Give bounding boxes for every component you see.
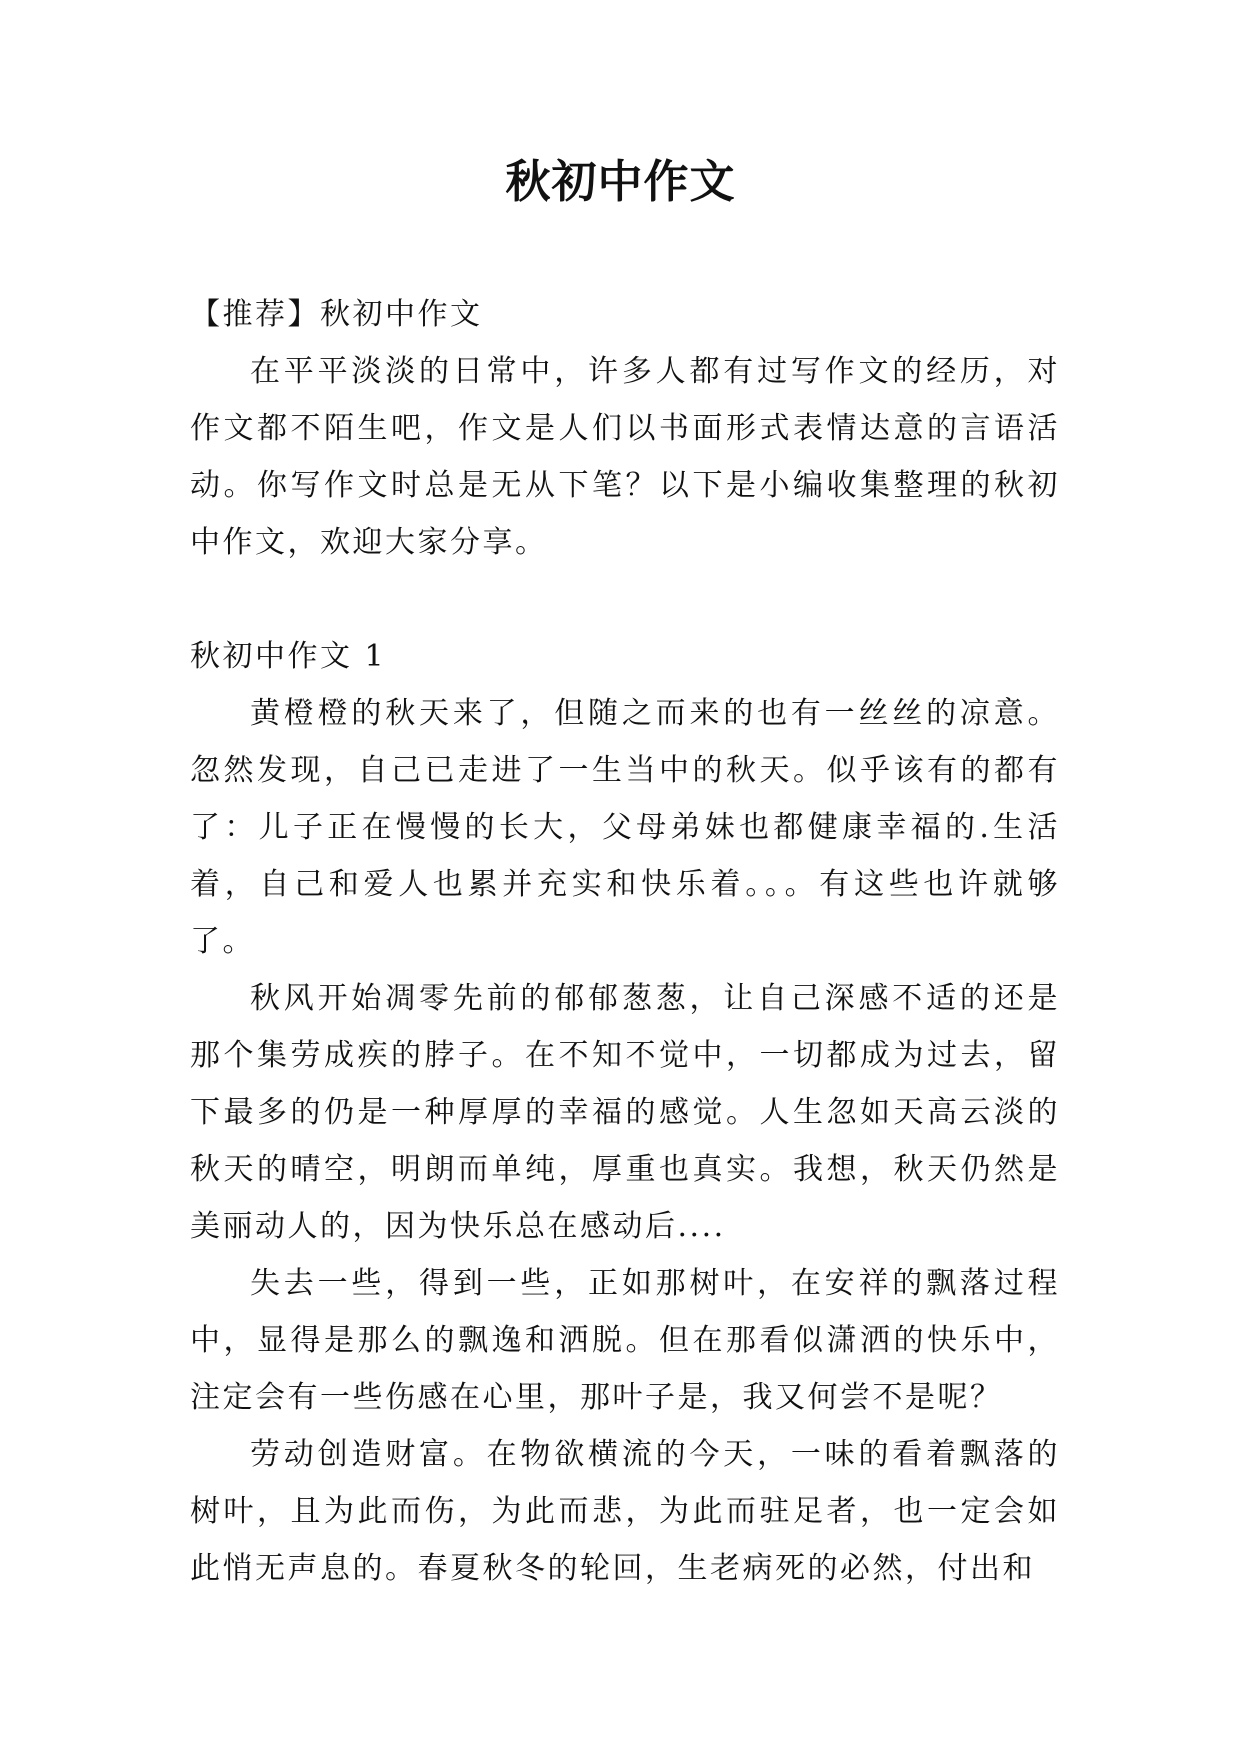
intro-paragraph: 在平平淡淡的日常中，许多人都有过写作文的经历，对作文都不陌生吧，作文是人们以书面形式表情达意的言语活动。你写作文时总是无从下笔？以下是小编收集整理的秋初中作文，欢迎大家分享。 <box>190 354 1060 560</box>
intro-heading: 【推荐】秋初中作文 <box>190 297 483 332</box>
essay-heading: 秋初中作文 1 <box>190 639 387 674</box>
essay-paragraph-1: 黄橙橙的秋天来了，但随之而来的也有一丝丝的凉意。忽然发现，自己已走进了一生当中的秋天。似乎该有的都有了：儿子正在慢慢的长大，父母弟妹也都健康幸福的.生活着，自己和爱人也累并充实和快乐着。。。有这些也许就够了。 <box>190 696 1060 959</box>
document-body <box>190 286 1060 1597</box>
essay-paragraph-3: 失去一些，得到一些，正如那树叶，在安祥的飘落过程中，显得是那么的飘逸和洒脱。但在那看似潇洒的快乐中，注定会有一些伤感在心里，那叶子是，我又何尝不是呢？ <box>190 1266 1060 1415</box>
essay-paragraph-2: 秋风开始凋零先前的郁郁葱葱，让自己深感不适的还是那个集劳成疾的脖子。在不知不觉中，一切都成为过去，留下最多的仍是一种厚厚的幸福的感觉。人生忽如天高云淡的秋天的晴空，明朗而单纯，厚重也真实。我想，秋天仍然是美丽动人的，因为快乐总在感动后.... <box>190 981 1060 1244</box>
document-title: 秋初中作文 <box>505 155 736 208</box>
section-spacer <box>190 571 1060 628</box>
essay-paragraph-4: 劳动创造财富。在物欲横流的今天，一味的看着飘落的树叶，且为此而伤，为此而悲，为此而驻足者，也一定会如此悄无声息的。春夏秋冬的轮回，生老病死的必然，付出和 <box>190 1437 1060 1586</box>
